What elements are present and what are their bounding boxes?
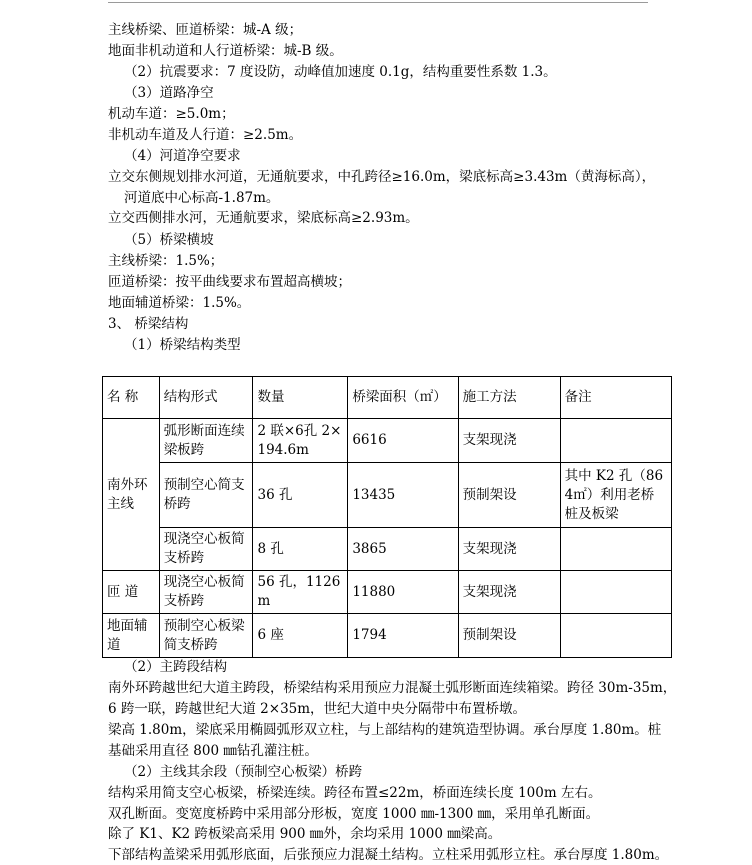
table-row	[103, 463, 672, 528]
text-line: 立交西侧排水河，无通航要求，梁底标高≥2.93m。	[108, 210, 419, 226]
table-header-row	[103, 377, 672, 419]
header-cell: 备注	[560, 377, 671, 419]
text-line: 地面非机动道和人行道桥梁：城-B 级。	[108, 43, 343, 59]
text-line: 主线桥梁：1.5%；	[108, 253, 224, 269]
table-cell: 8 孔	[253, 528, 348, 571]
table-cell: 11880	[348, 571, 458, 614]
header-rule	[108, 2, 648, 3]
header-cell: 施工方法	[458, 377, 560, 419]
header-cell: 名 称	[103, 377, 160, 419]
bridge-structure-table	[102, 376, 672, 658]
text-line: 下部结构盖梁采用弧形底面，后张预应力混凝土结构。立柱采用弧形立柱。承台厚度 1.80m。	[108, 847, 669, 863]
text-line: 匝道桥梁：按平曲线要求布置超高横坡；	[108, 274, 351, 290]
text-line: 结构采用简支空心板梁，桥梁连续。跨径布置≤22m，桥面连续长度 100m 左右。	[108, 785, 602, 801]
text-line: （4）河道净空要求	[124, 148, 241, 164]
text-line: 地面辅道桥梁：1.5%。	[108, 295, 251, 311]
table-cell	[560, 419, 671, 463]
header-cell: 桥梁面积（㎡）	[348, 377, 458, 419]
table-cell: 13435	[348, 463, 458, 528]
table-cell: 支架现浇	[458, 571, 560, 614]
text-line: 主线桥梁、匝道桥梁：城-A 级；	[108, 22, 303, 38]
table-row	[103, 419, 672, 463]
text-line: （5）桥梁横坡	[124, 232, 214, 248]
table-cell: 弧形断面连续梁板跨	[159, 419, 253, 463]
table-cell: 现浇空心板简支桥跨	[159, 571, 253, 614]
text-line: （1）桥梁结构类型	[124, 337, 241, 353]
text-line: （2）抗震要求：7 度设防，动峰值加速度 0.1g，结构重要性系数 1.3。	[124, 64, 557, 80]
table-cell	[560, 528, 671, 571]
table-cell	[560, 614, 671, 658]
table-cell: 支架现浇	[458, 419, 560, 463]
table-cell: 预制架设	[458, 614, 560, 658]
text-line: 南外环跨越世纪大道主跨段，桥梁结构采用预应力混凝土弧形断面连续箱梁。跨径 30m-35m，	[108, 680, 677, 696]
table-cell: 6 座	[253, 614, 348, 658]
table-cell: 预制空心板梁简支桥跨	[159, 614, 253, 658]
text-line: 河道底中心标高-1.87m。	[124, 190, 280, 206]
group-name-cell: 南外环主线	[103, 419, 160, 571]
table-cell: 支架现浇	[458, 528, 560, 571]
table-cell: 36 孔	[253, 463, 348, 528]
section-heading: 3、 桥梁结构	[108, 316, 189, 332]
text-line: 双孔断面。变宽度桥跨中采用部分形板，宽度 1000 ㎜-1300 ㎜，采用单孔断面。	[108, 806, 600, 822]
header-cell: 数量	[253, 377, 348, 419]
table-row	[103, 571, 672, 614]
table-cell: 预制架设	[458, 463, 560, 528]
table-cell	[560, 571, 671, 614]
text-line: （3）道路净空	[124, 85, 214, 101]
text-line: 立交东侧规划排水河道，无通航要求，中孔跨径≥16.0m，梁底标高≥3.43m（黄海标高），	[108, 169, 656, 185]
table-cell: 1794	[348, 614, 458, 658]
table-cell: 56 孔，1126m	[253, 571, 348, 614]
text-line: 6 跨一联，跨越世纪大道 2×35m，世纪大道中央分隔带中布置桥墩。	[108, 701, 527, 717]
group-name-cell: 地面辅道	[103, 614, 160, 658]
table-cell: 2 联×6孔 2×194.6m	[253, 419, 348, 463]
table-cell: 现浇空心板简支桥跨	[159, 528, 253, 571]
table-cell: 其中 K2 孔（864㎡）利用老桥桩及板梁	[560, 463, 671, 528]
group-name-cell: 匝 道	[103, 571, 160, 614]
text-line: 机动车道：≥5.0m；	[108, 106, 235, 122]
table-row	[103, 614, 672, 658]
table-cell: 6616	[348, 419, 458, 463]
header-cell: 结构形式	[159, 377, 253, 419]
table-cell: 预制空心简支桥跨	[159, 463, 253, 528]
text-line: （2）主线其余段（预制空心板梁）桥跨	[124, 764, 363, 780]
table-cell: 3865	[348, 528, 458, 571]
text-line: 基础采用直径 800 ㎜钻孔灌注桩。	[108, 743, 318, 759]
table-row	[103, 528, 672, 571]
text-line: 除了 K1、K2 跨板梁高采用 900 ㎜外，余均采用 1000 ㎜梁高。	[108, 826, 502, 842]
text-line: 梁高 1.80m，梁底采用椭圆弧形双立柱，与上部结构的建筑造型协调。承台厚度 1.80m。桩	[108, 722, 662, 738]
text-line: 非机动车道及人行道：≥2.5m。	[108, 127, 303, 143]
text-line: （2）主跨段结构	[124, 659, 228, 675]
